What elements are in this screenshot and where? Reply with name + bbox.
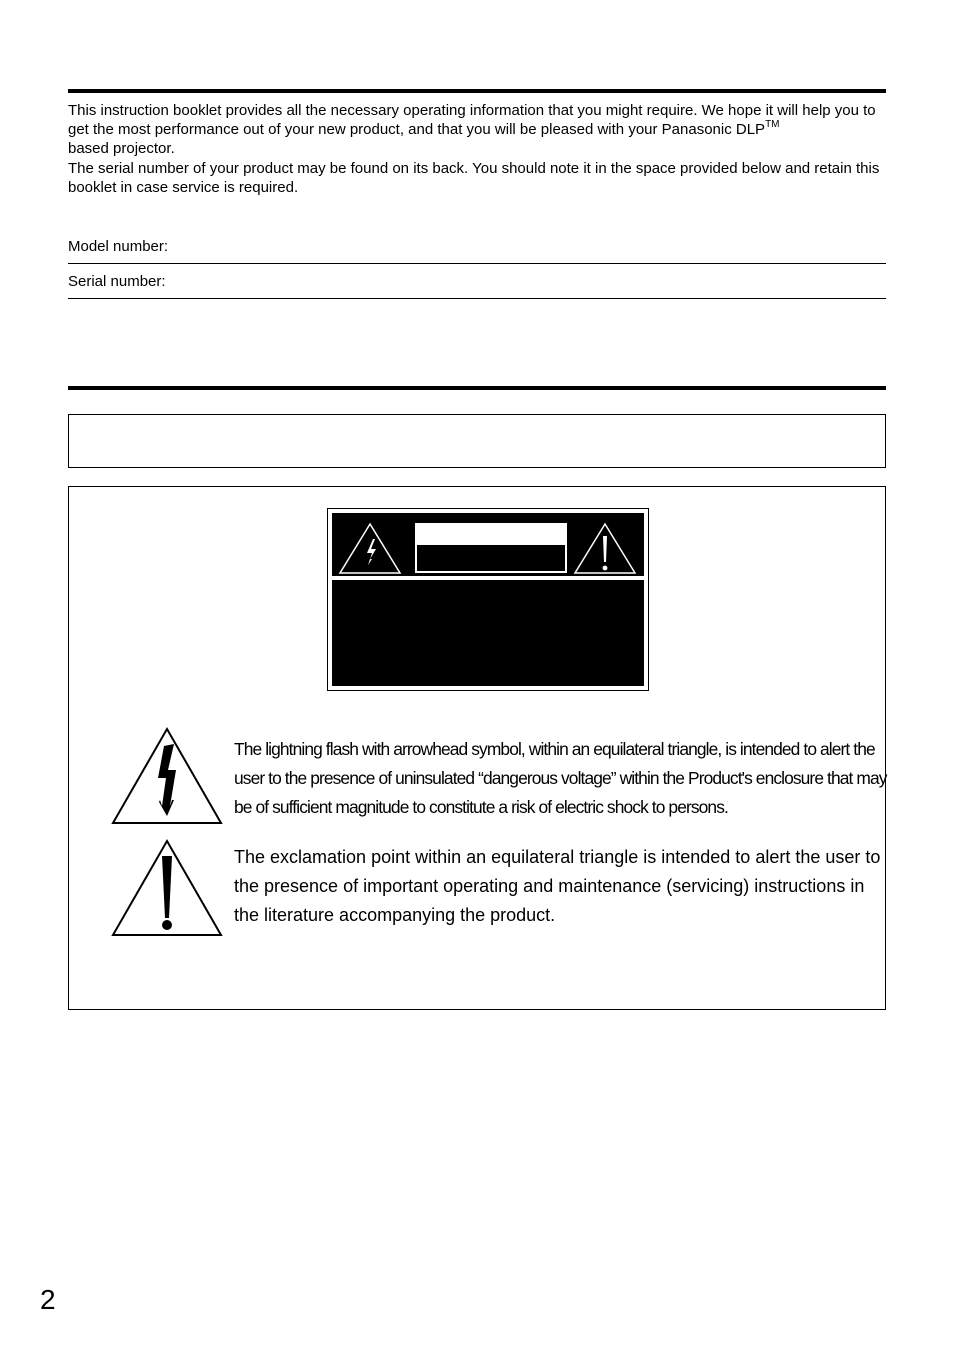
page-number: 2 <box>40 1284 56 1315</box>
section-rule <box>68 386 886 390</box>
lightning-triangle-icon <box>110 726 224 826</box>
caution-label <box>327 508 649 691</box>
exclamation-triangle-icon <box>110 838 224 938</box>
exclamation-triangle-icon <box>572 521 638 575</box>
top-rule <box>68 89 886 93</box>
serial-number-label: Serial number: <box>68 273 166 290</box>
model-number-line <box>68 263 886 264</box>
lightning-symbol-description: The lightning flash with arrowhead symbol, within an equilateral triangle, is intended to alert the user to the presence of uninsulated “dangerous voltage” within the Product's enclosure that may be of sufficient magnitude to constitute a risk of electric shock to persons. <box>234 739 887 817</box>
heading-box <box>68 414 886 468</box>
caution-label-body <box>332 580 644 686</box>
serial-number-line <box>68 298 886 299</box>
caution-label-header <box>332 513 644 576</box>
exclamation-symbol-description: The exclamation point within an equilateral triangle is intended to alert the user to the presence of important operating and maintenance (servicing) instructions in the literature accompanying the product. <box>234 847 881 925</box>
lightning-triangle-icon <box>337 521 403 575</box>
intro-paragraph-1: This instruction booklet provides all the necessary operating information that you might require. We hope it will help you to get the most performance out of your new product, and that you will be pleased with your Panasonic DLP™ based projector. <box>68 102 876 158</box>
intro-text <box>68 101 890 197</box>
trademark-superscript: TM <box>765 119 780 131</box>
intro-paragraph-2: The serial number of your product may be found on its back. You should note it in the space provided below and retain this booklet in case service is required. <box>68 159 880 196</box>
caution-sign <box>415 523 567 573</box>
model-number-label: Model number: <box>68 238 169 255</box>
